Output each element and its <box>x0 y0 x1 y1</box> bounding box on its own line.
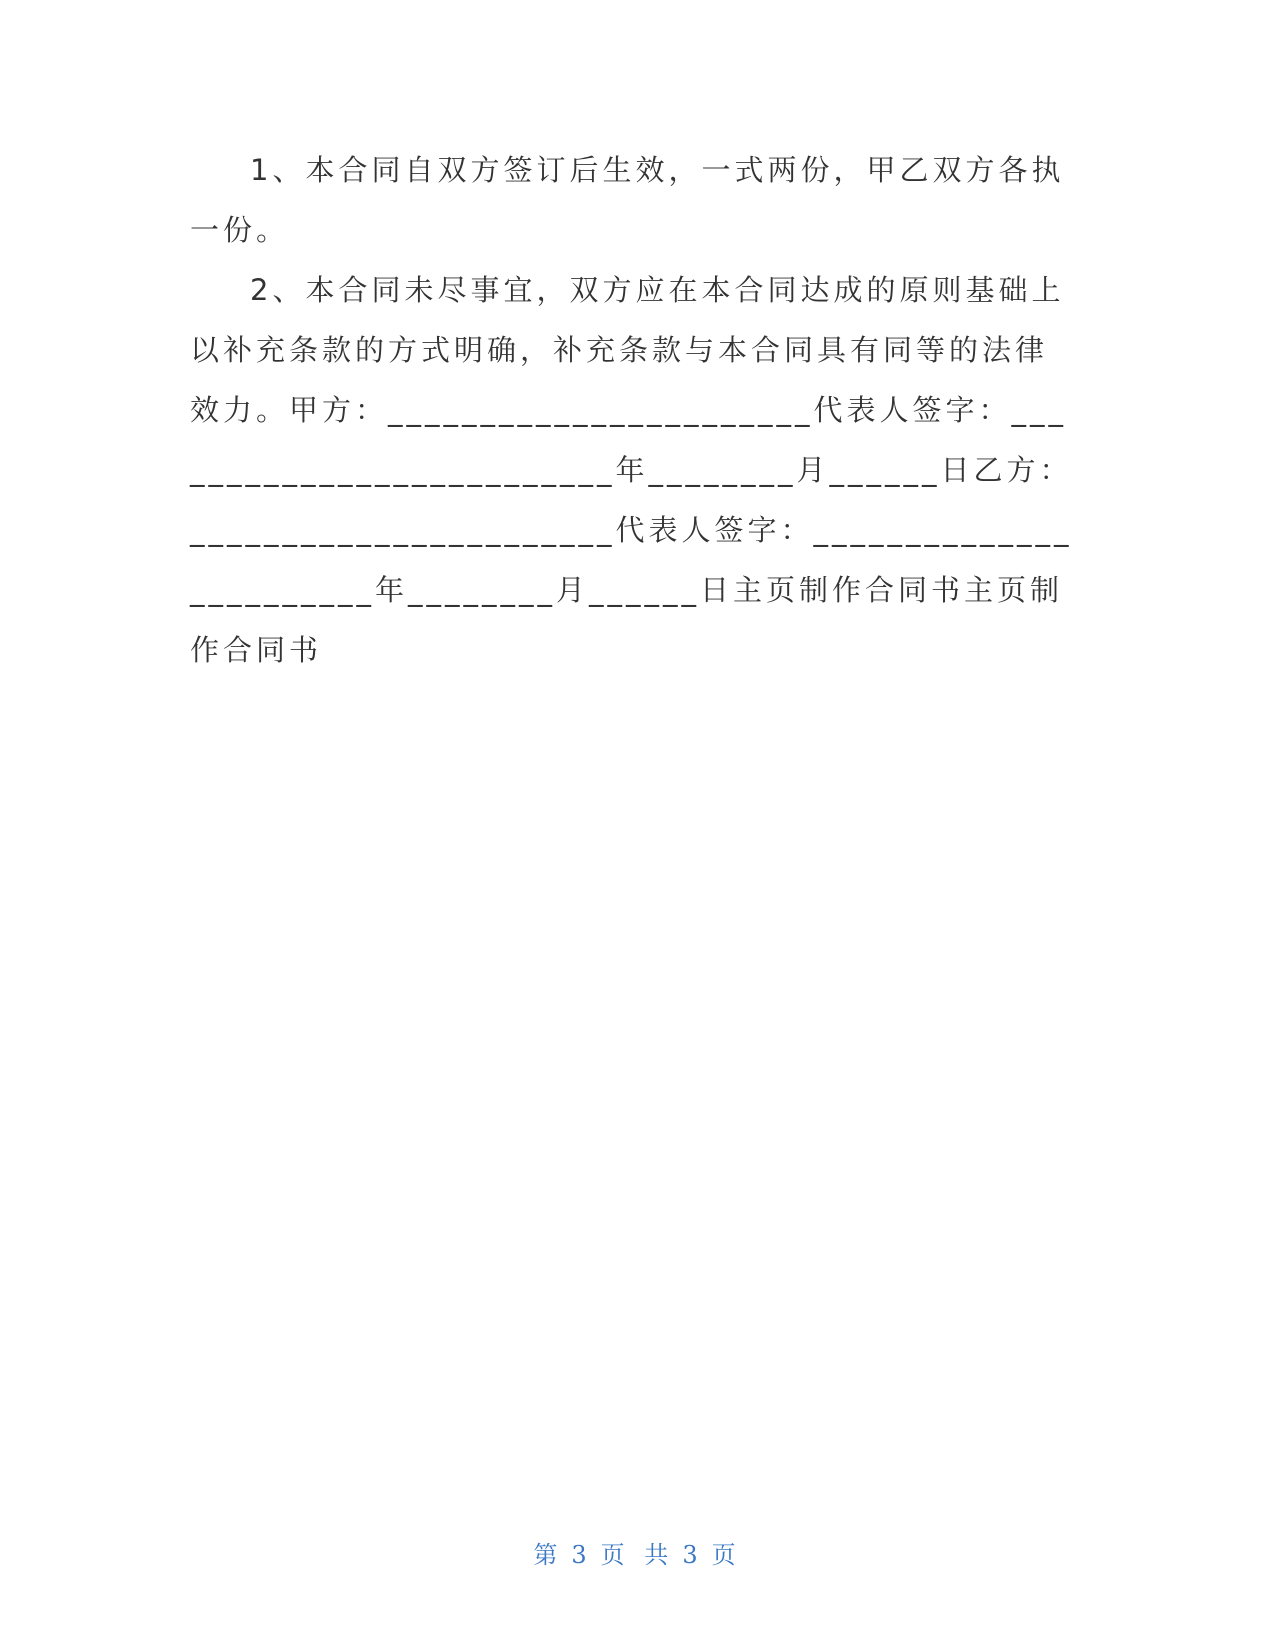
footer-middle: 页 共 <box>600 1541 675 1569</box>
clause-2: 2、本合同未尽事宜，双方应在本合同达成的原则基础上以补充条款的方式明确，补充条款与本合同具有同等的法律效力。甲方：_______________________代表人签字：__________________________年________月______日乙方：_______________________代表人签字：________________________年________月______日主页制作合同书主页制作合同书 <box>190 273 1073 667</box>
footer-suffix: 页 <box>711 1541 742 1569</box>
footer-prefix: 第 <box>533 1541 564 1569</box>
footer-total-pages: 3 <box>682 1541 704 1569</box>
page-footer <box>0 1535 1275 1570</box>
footer-current-page: 3 <box>571 1541 593 1569</box>
document-body <box>190 140 1080 680</box>
clause-1: 1、本合同自双方签订后生效，一式两份，甲乙双方各执一份。 <box>190 153 1065 247</box>
